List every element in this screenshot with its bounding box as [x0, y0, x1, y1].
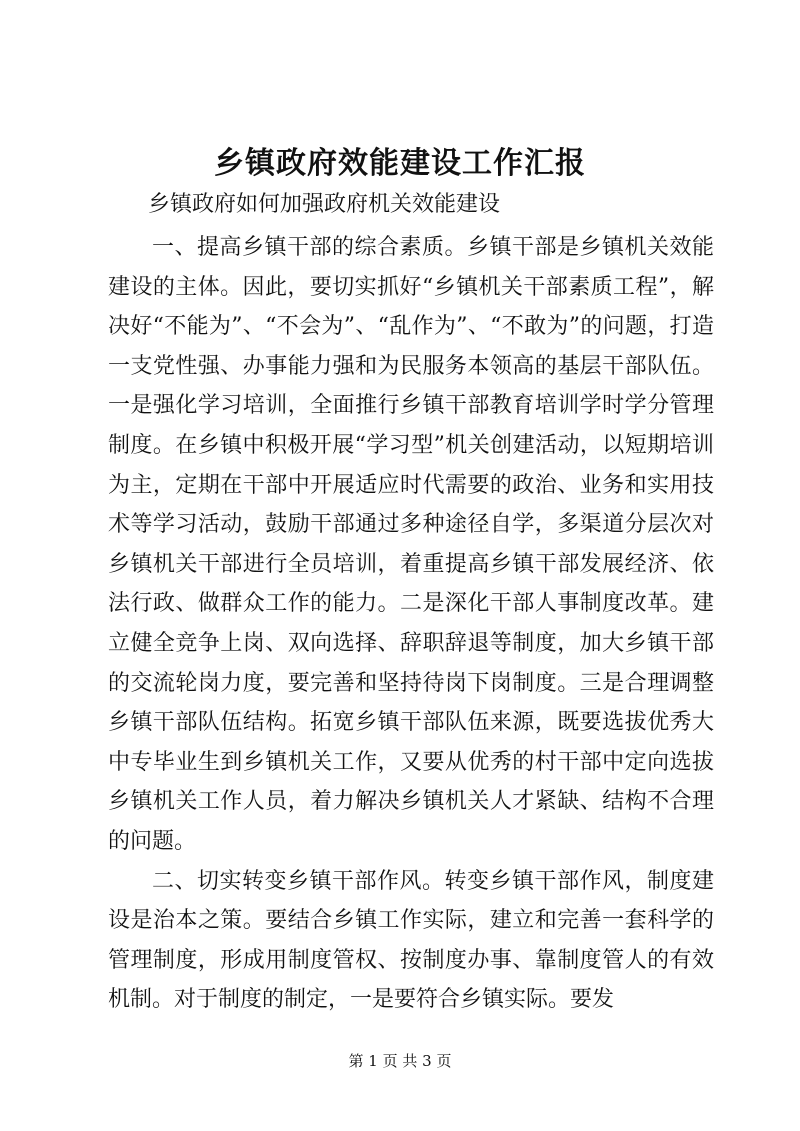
document-body [108, 228, 714, 1020]
document-title: 乡镇政府效能建设工作汇报 [214, 146, 586, 181]
page-number-footer: 第 1 页 共 3 页 [348, 1052, 452, 1070]
body-paragraph-1: 一、提高乡镇干部的综合素质。乡镇干部是乡镇机关效能建设的主体。因此，要切实抓好“乡镇机关干部素质工程”，解决好“不能为”、“不会为”、“乱作为”、“不敢为”的问题，打造一支党性强、办事能力强和为民服务本领高的基层干部队伍。一是强化学习培训，全面推行乡镇干部教育培训学时学分管理制度。在乡镇中积极开展“学习型”机关创建活动，以短期培训为主，定期在干部中开展适应时代需要的政治、业务和实用技术等学习活动，鼓励干部通过多种途径自学，多渠道分层次对乡镇机关干部进行全员培训，着重提高乡镇干部发展经济、依法行政、做群众工作的能力。二是深化干部人事制度改革。建立健全竞争上岗、双向选择、辞职辞退等制度，加大乡镇干部的交流轮岗力度，要完善和坚持待岗下岗制度。三是合理调整乡镇干部队伍结构。拓宽乡镇干部队伍来源，既要选拔优秀大中专毕业生到乡镇机关工作，又要从优秀的村干部中定向选拔乡镇机关工作人员，着力解决乡镇机关人才紧缺、结构不合理的问题。 [108, 235, 714, 854]
body-paragraph-2: 二、切实转变乡镇干部作风。转变乡镇干部作风，制度建设是治本之策。要结合乡镇工作实际，建立和完善一套科学的管理制度，形成用制度管权、按制度办事、靠制度管人的有效机制。对于制度的制定，一是要符合乡镇实际。要发 [108, 868, 714, 1013]
document-subtitle: 乡镇政府如何加强政府机关效能建设 [148, 192, 501, 217]
